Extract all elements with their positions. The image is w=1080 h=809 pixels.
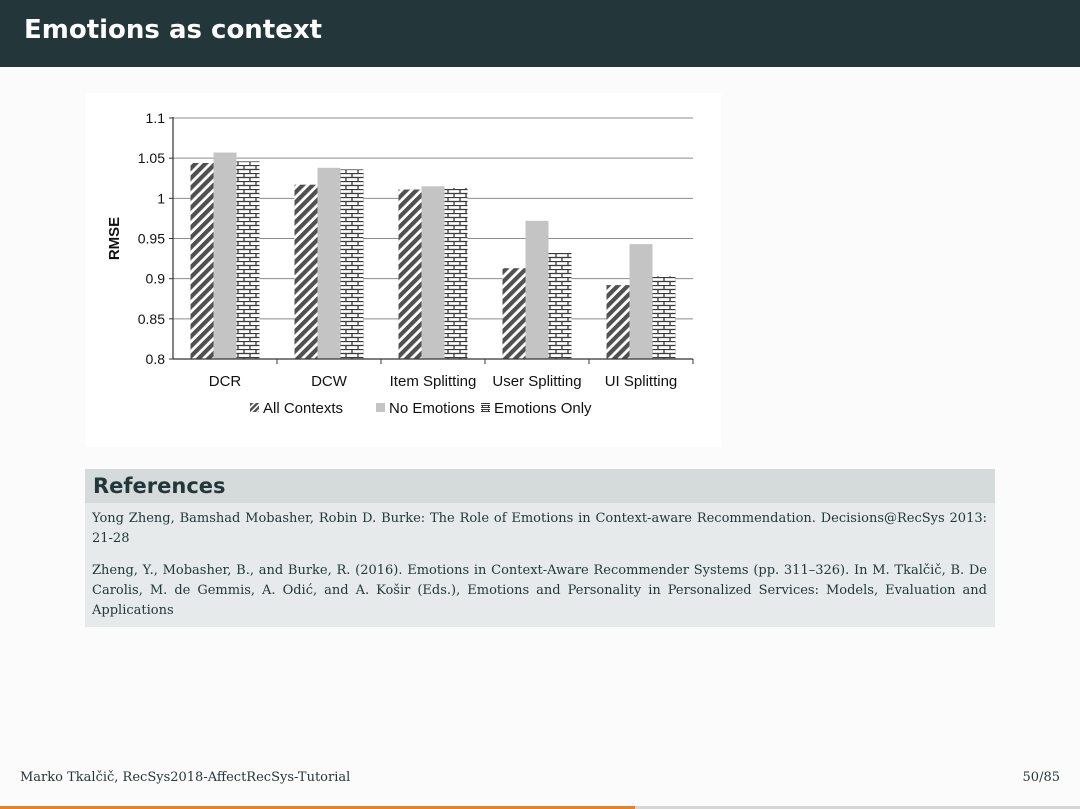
y-tick-label: 1.05	[137, 150, 165, 167]
bar	[549, 253, 572, 359]
legend-label: Emotions Only	[494, 400, 592, 417]
bar	[445, 188, 468, 359]
x-tick-label: DCW	[311, 373, 347, 390]
bar	[607, 285, 630, 359]
x-tick-label: Item Splitting	[389, 373, 477, 390]
y-tick-label: 0.8	[145, 351, 165, 367]
y-tick-label: 0.85	[137, 310, 165, 327]
bar	[503, 268, 526, 359]
bar	[422, 186, 445, 359]
page-number: 50/85	[1022, 770, 1060, 785]
rmse-chart-svg	[85, 93, 721, 447]
bar	[318, 168, 341, 359]
y-tick-label: 0.9	[145, 270, 165, 287]
bar	[191, 163, 214, 359]
y-tick-label: 0.95	[137, 230, 165, 247]
reference-item: Zheng, Y., Mobasher, B., and Burke, R. (2016). Emotions in Context-Aware Recommender Systems (pp. 311–326). In M. Tkalčič, B. De Carolis, M. de Gemmis, A. Odić, and A. Košir (Eds.), Emotions and Personality in Personalized Services: Models, Evaluation and Applications	[92, 563, 987, 618]
references-block	[85, 469, 995, 627]
bar	[237, 161, 260, 359]
bar	[341, 169, 364, 359]
x-tick-label: User Splitting	[492, 373, 582, 390]
slide-title: Emotions as context	[24, 15, 323, 45]
bar	[399, 189, 422, 359]
legend-label: All Contexts	[263, 400, 344, 417]
rmse-chart	[85, 93, 721, 447]
bar	[295, 185, 318, 359]
reference-item: Yong Zheng, Bamshad Mobasher, Robin D. Burke: The Role of Emotions in Context-aware Recommendation. Decisions@RecSys 2013: 21-28	[92, 511, 987, 546]
y-tick-label: 1	[157, 190, 165, 207]
references-body	[85, 503, 995, 621]
legend-swatch	[250, 403, 259, 412]
legend-label: No Emotions	[389, 400, 475, 417]
bar	[526, 221, 549, 359]
bar	[653, 276, 676, 359]
x-tick-label: DCR	[208, 373, 242, 390]
title-bar	[0, 0, 1080, 67]
y-tick-label: 1.1	[145, 110, 165, 126]
y-axis-label: RMSE	[106, 216, 123, 261]
bar	[214, 153, 237, 359]
x-tick-label: UI Splitting	[604, 373, 678, 390]
legend-swatch	[481, 403, 490, 412]
legend-swatch	[376, 403, 385, 412]
footer-author: Marko Tkalčič, RecSys2018-AffectRecSys-Tutorial	[20, 770, 351, 785]
bar	[630, 244, 653, 359]
references-heading: References	[85, 469, 995, 503]
